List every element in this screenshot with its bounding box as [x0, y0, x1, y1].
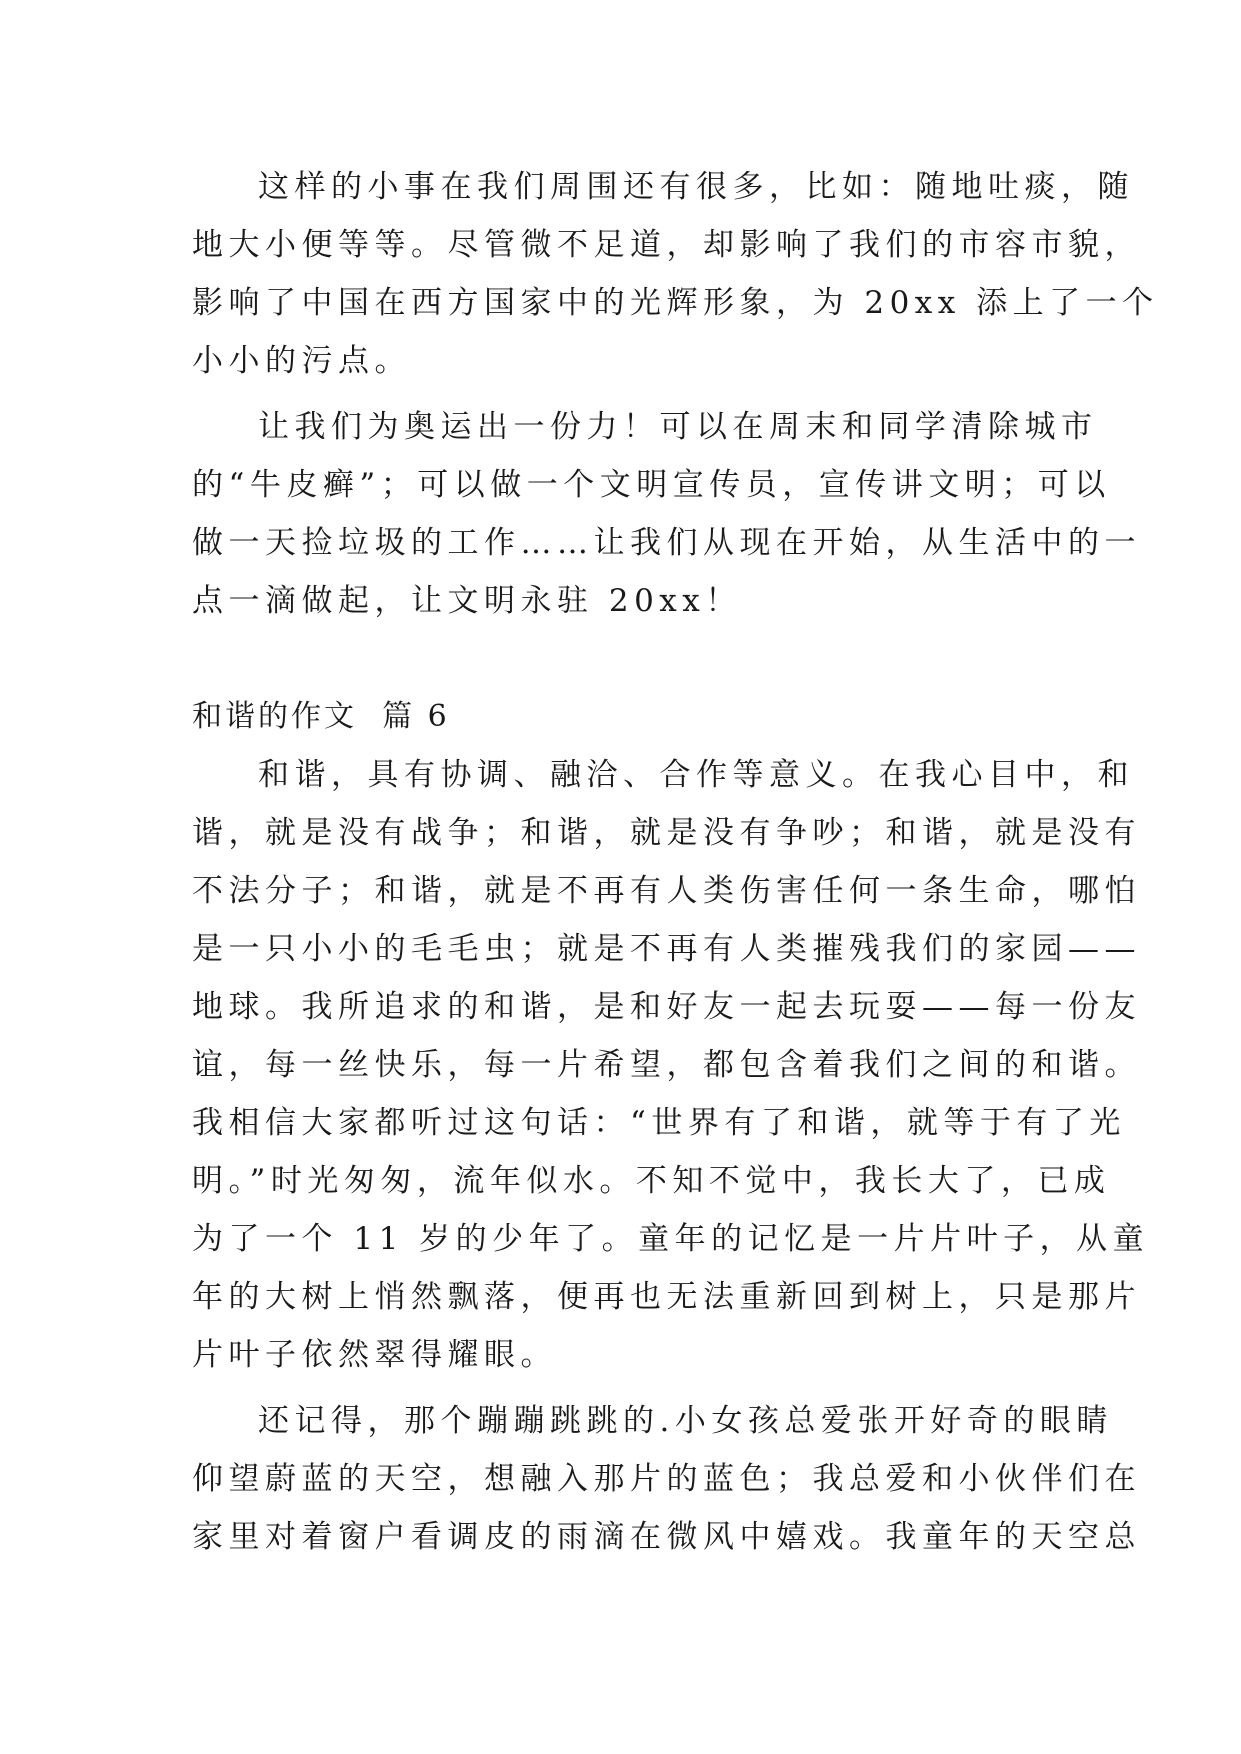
- spacer: [192, 1384, 1072, 1392]
- text-line: 的“牛皮癣”；可以做一个文明宣传员，宣传讲文明；可以: [192, 467, 1111, 503]
- spacer: [192, 390, 1072, 398]
- text-line: 和谐，具有协调、融洽、合作等意义。在我心目中，和: [258, 757, 1134, 793]
- text-line: 家里对着窗户看调皮的雨滴在微风中嬉戏。我童年的天空总: [192, 1519, 1141, 1555]
- text-line: 让我们为奥运出一份力！可以在周末和同学清除城市: [258, 409, 1098, 445]
- text-line: 做一天捡垃圾的工作……让我们从现在开始，从生活中的一: [192, 525, 1141, 561]
- paragraph: [192, 158, 1159, 390]
- text-line: 小小的污点。: [192, 343, 411, 379]
- text-line: 是一只小小的毛毛虫；就是不再有人类摧残我们的家园——: [192, 931, 1141, 967]
- text-line: 影响了中国在西方国家中的光辉形象，为 20xx 添上了一个: [192, 285, 1159, 321]
- paragraph: [192, 1392, 1141, 1566]
- text-line: 这样的小事在我们周围还有很多，比如：随地吐痰，随: [258, 169, 1134, 205]
- text-line: 仰望蔚蓝的天空，想融入那片的蓝色；我总爱和小伙伴们在: [192, 1461, 1141, 1497]
- text-line: 不法分子；和谐，就是不再有人类伤害任何一条生命，哪怕: [192, 873, 1141, 909]
- text-line: 为了一个 11 岁的少年了。童年的记忆是一片片叶子，从童: [192, 1221, 1150, 1257]
- spacer: [192, 630, 1072, 688]
- text-line: 点一滴做起，让文明永驻 20xx！: [192, 583, 742, 619]
- document-page: [192, 158, 1159, 1566]
- text-line: 年的大树上悄然飘落，便再也无法重新回到树上，只是那片: [192, 1279, 1141, 1315]
- paragraph: [192, 746, 1150, 1384]
- paragraph: [192, 398, 1141, 630]
- text-line: 地球。我所追求的和谐，是和好友一起去玩耍——每一份友: [192, 989, 1141, 1025]
- text-line: 明。”时光匆匆，流年似水。不知不觉中，我长大了，已成: [192, 1163, 1111, 1199]
- text-line: 谊，每一丝快乐，每一片希望，都包含着我们之间的和谐。: [192, 1047, 1141, 1083]
- text-line: 片叶子依然翠得耀眼。: [192, 1337, 557, 1373]
- text-line: 谐，就是没有战争；和谐，就是没有争吵；和谐，就是没有: [192, 815, 1141, 851]
- text-line: 地大小便等等。尽管微不足道，却影响了我们的市容市貌，: [192, 227, 1141, 263]
- text-line: 还记得，那个蹦蹦跳跳的.小女孩总爱张开好奇的眼睛: [258, 1403, 1113, 1439]
- section-heading: 和谐的作文 篇 6: [192, 699, 450, 734]
- text-line: 我相信大家都听过这句话：“世界有了和谐，就等于有了光: [192, 1105, 1126, 1141]
